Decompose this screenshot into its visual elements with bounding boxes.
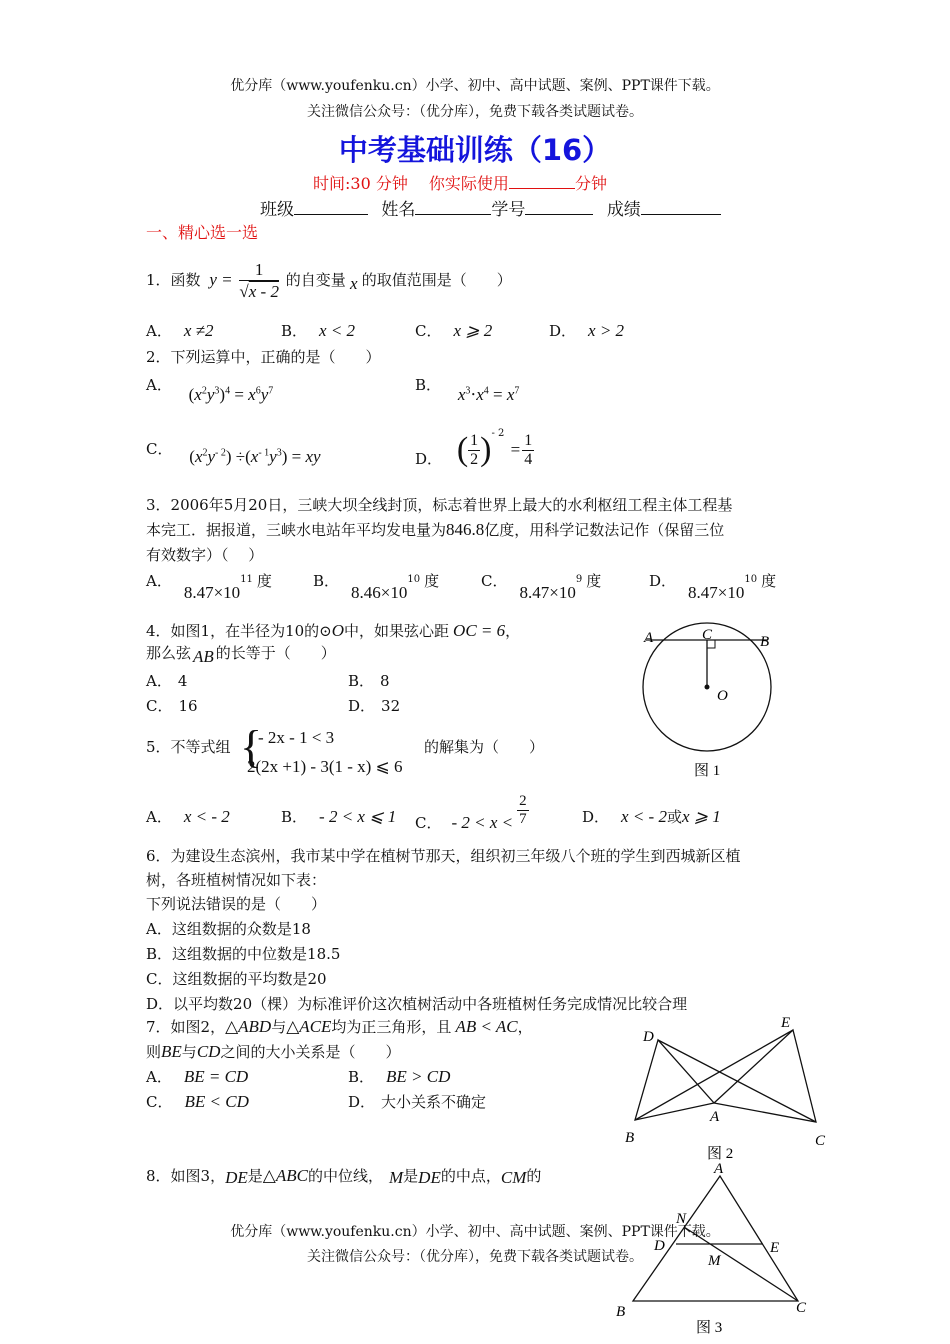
q3-line-1: 3．2006年5月20日，三峡大坝全线封顶，标志着世界上最大的水利枢纽工程主体工程基 <box>146 496 733 514</box>
time-blank <box>509 174 575 189</box>
fig2-label-e: E <box>781 1015 791 1031</box>
fig1-label-b: B <box>760 634 770 650</box>
fig2-label-a: A <box>710 1109 720 1125</box>
q5-inequality-2: 2(2x +1) - 3(1 - x) ⩽ 6 <box>247 757 403 776</box>
q6-line-3: 下列说法错误的是（ ） <box>146 895 327 913</box>
section-heading: 一、精心选一选 <box>146 223 259 242</box>
fig3-label-b: B <box>616 1304 626 1320</box>
fig1-caption: 图 1 <box>694 763 721 779</box>
q6-option-d: D．以平均数20（棵）为标准评价这次植树活动中各班植树任务完成情况比较合理 <box>146 995 688 1013</box>
q1-option-c: C． x ⩾ 2 <box>415 321 493 340</box>
q4-option-b: B． 8 <box>348 672 390 690</box>
fig1-label-o: O <box>717 688 728 704</box>
q1-stem: 1．函数 y = $\frac{1}{√x - 2}$ 的自变量 x 的取值范围是（ ） <box>146 260 512 301</box>
q6-line-2: 树，各班植树情况如下表： <box>146 871 327 889</box>
class-label: 班级 <box>260 200 294 220</box>
header-line-2: 关注微信公众号：（优分库），免费下载各类试题试卷。 <box>307 104 643 120</box>
q8-line-1: 8．如图3，DE是△ABC的中位线， M是DE的中点，CM的 <box>146 1166 542 1187</box>
page-title: 中考基础训练（16） <box>338 133 612 167</box>
fig3-label-e: E <box>770 1240 780 1256</box>
q3-option-d: D．$8.47\times 10^{10}$ 度 <box>649 572 777 602</box>
time-prefix: 时间:30 分钟 你实际使用 <box>313 174 509 193</box>
fig3-label-m: M <box>708 1253 721 1269</box>
q7-option-a: A． BE = CD <box>146 1067 249 1086</box>
q5-option-a: A． x < - 2 <box>146 807 230 826</box>
q5-stem-a: 5．不等式组 <box>146 738 231 756</box>
q7-option-c: C． BE < CD <box>146 1092 249 1111</box>
q7-line-2: 则BE与CD之间的大小关系是（ ） <box>146 1042 401 1061</box>
q2-option-a: A． $(x^2y^3)^4 = x^6y^7$ <box>146 376 274 404</box>
score-blank[interactable] <box>641 200 721 215</box>
time-suffix: 分钟 <box>574 174 607 193</box>
q5-option-d: D． x < - 2或x ⩾ 1 <box>582 807 721 826</box>
q3-line-2: 本完工．据报道，三峡水电站年平均发电量为846.8亿度，用科学记数法记作（保留三位 <box>146 520 725 539</box>
fig2-triangle-ace <box>714 1030 816 1122</box>
q3-option-a: A．$8.47\times 10^{11}$ 度 <box>146 572 272 602</box>
q4-line-1: 4．如图1，在半径为10的⊙O中，如果弦心距 OC = 6， <box>146 621 521 640</box>
fig1-label-a: A <box>644 630 654 646</box>
q1-option-a: A． x ≠2 <box>146 321 214 340</box>
number-blank[interactable] <box>525 200 593 215</box>
q2-option-c: C． $(x^2y^{- 2}) \div(x^{- 1}y^3)$ = xy <box>146 440 321 466</box>
time-line <box>313 171 607 194</box>
footer-line-2: 关注微信公众号：（优分库），免费下载各类试题试卷。 <box>307 1249 643 1265</box>
q5-brace: { <box>240 721 263 772</box>
q6-option-b: B．这组数据的中位数是18.5 <box>146 945 341 963</box>
q1-text-a: 1．函数 <box>146 271 201 289</box>
q6-option-a: A．这组数据的众数是18 <box>146 920 311 938</box>
q5-stem-b: 的解集为（ ） <box>424 738 545 756</box>
class-blank[interactable] <box>294 200 368 215</box>
q2-option-d: D． ( $\frac{1}{2}$ )$^{- 2}$ = $\frac{1}{4}$ <box>415 428 533 468</box>
q4-option-c: C． 16 <box>146 697 198 715</box>
fig3-label-c: C <box>796 1300 807 1316</box>
fig3-label-n: N <box>676 1211 687 1227</box>
q1-option-b: B． x < 2 <box>281 321 356 340</box>
q7-option-b: B． BE > CD <box>348 1067 451 1086</box>
q1-fraction: $\frac{1}{√x - 2}$ <box>239 260 279 301</box>
q1-text-b: 的自变量 <box>285 271 346 289</box>
footer-line-1: 优分库（www.youfenku.cn）小学、初中、高中试题、案例、PPT课件下载。 <box>230 1224 720 1240</box>
fig3-label-d: D <box>654 1238 665 1254</box>
fig2-triangle-abd <box>635 1040 714 1120</box>
number-label: 学号 <box>491 200 526 220</box>
q2-option-b: B． $x^3\cdot x^4 = x^7$ <box>415 376 520 404</box>
q5-option-b: B． - 2 < x ⩽ 1 <box>281 807 397 826</box>
q5-inequality-1: - 2x - 1 < 3 <box>258 728 335 747</box>
q1-option-d: D． x > 2 <box>549 321 625 340</box>
q3-option-c: C．$8.47\times 10^9$ 度 <box>481 572 602 602</box>
q2-stem: 2．下列运算中，正确的是（ ） <box>146 348 381 366</box>
fig2-segment-be <box>635 1030 793 1120</box>
fig2-caption: 图 2 <box>707 1146 734 1162</box>
name-blank[interactable] <box>415 200 491 215</box>
fig3-label-a: A <box>714 1161 724 1177</box>
q4-option-a: A． 4 <box>146 672 188 690</box>
score-label: 成绩 <box>606 200 641 220</box>
q1-text-c: 的取值范围是（ ） <box>361 271 512 289</box>
student-info-line <box>260 195 721 220</box>
fig1-center-dot <box>705 685 710 690</box>
q4-line-2: 那么弦 AB 的长等于（ ） <box>146 644 336 666</box>
figure-2 <box>615 1010 840 1165</box>
q3-option-b: B．$8.46\times 10^{10}$ 度 <box>313 572 440 602</box>
q7-line-1: 7．如图2，△ABD与△ACE均为正三角形，且 AB < AC， <box>146 1017 533 1036</box>
q5-option-c: C． - 2 < x < $\frac{2}{7}$ <box>415 793 527 832</box>
q4-option-d: D． 32 <box>348 697 401 715</box>
fig2-label-c: C <box>815 1133 826 1149</box>
fig1-label-c: C <box>702 627 713 643</box>
fig2-label-b: B <box>625 1130 635 1146</box>
fig3-caption: 图 3 <box>696 1320 723 1336</box>
name-label: 姓名 <box>381 200 416 220</box>
fig2-label-d: D <box>643 1029 654 1045</box>
q3-line-3: 有效数字）（ ） <box>146 546 264 564</box>
q6-line-1: 6．为建设生态滨州，我市某中学在植树节那天，组织初三年级八个班的学生到西城新区植 <box>146 847 741 865</box>
figure-1 <box>630 620 790 785</box>
q7-option-d: D． 大小关系不确定 <box>348 1093 487 1111</box>
q6-option-c: C．这组数据的平均数是20 <box>146 970 327 988</box>
header-line-1: 优分库（www.youfenku.cn）小学、初中、高中试题、案例、PPT课件下载。 <box>230 78 720 94</box>
